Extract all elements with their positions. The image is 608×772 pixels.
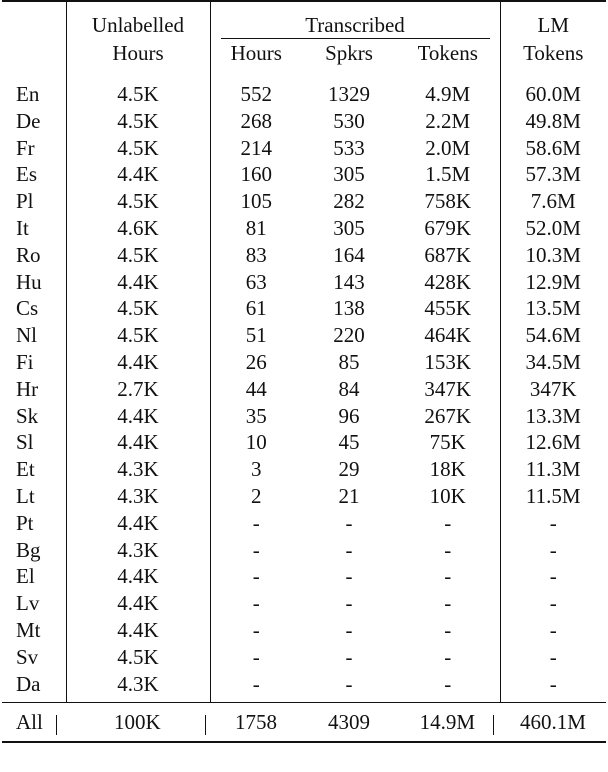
cell-unlabelled: 4.4K [66,161,210,188]
table-row [2,161,606,188]
cell-unlabelled: 4.4K [66,617,210,644]
cell-spkrs: - [345,591,353,616]
cell-tokens: - [396,671,500,703]
cell-lm: 60.0M [525,82,581,106]
cell-lang: Es [2,161,66,188]
total-tokens-cell [396,703,500,743]
cell-spkrs: 85 [338,349,360,374]
cell-tokens: 18K [396,456,500,483]
table-row [2,215,606,242]
cell-lm: 347K [529,376,577,401]
table-row [2,483,606,510]
cell-lm: - [549,644,557,669]
cell-lang: Pt [2,510,66,537]
cell-tokens: 10K [396,483,500,510]
table-row [2,537,606,564]
cell-lm: 11.5M [525,483,581,508]
table-total [2,703,606,743]
cell-lm: - [549,671,557,696]
total-lang-cell [2,703,66,743]
cell-hours: 83 [245,242,267,267]
cell-unlabelled: 2.7K [66,376,210,403]
cell-lang: Nl [2,322,66,349]
header-transcribed-hours: Hours [230,41,282,65]
cell-spkrs: - [345,617,353,642]
cell-lm: 13.3M [525,403,581,428]
cell-lang: El [2,563,66,590]
cell-lang: Hu [2,269,66,296]
cell-tokens: 758K [396,188,500,215]
cell-tokens: 153K [396,349,500,376]
cell-spkrs: 220 [333,323,365,348]
cell-unlabelled: 4.4K [66,349,210,376]
cell-unlabelled: 4.4K [66,510,210,537]
cell-lm: 12.6M [525,430,581,455]
cell-hours: - [252,617,260,642]
total-unlabelled-value: 100K [114,710,161,735]
table-header [2,1,606,71]
cell-hours: 44 [245,376,267,401]
cell-lang: Sl [2,429,66,456]
cell-hours: 81 [245,215,267,240]
cell-lang: De [2,108,66,135]
cell-lm: 49.8M [525,108,581,133]
cell-tokens: - [396,644,500,671]
cell-unlabelled: 4.4K [66,429,210,456]
cell-spkrs: - [345,671,353,696]
cell-lm: 52.0M [525,215,581,240]
cell-unlabelled: 4.5K [66,108,210,135]
table-row [2,376,606,403]
cell-tokens: 428K [396,269,500,296]
cell-spkrs: 29 [338,457,360,482]
cell-lang: Fi [2,349,66,376]
cell-lang: Ro [2,242,66,269]
cell-lang: It [2,215,66,242]
table-row [2,242,606,269]
cell-spkrs: 96 [338,403,360,428]
cell-lang: Hr [2,376,66,403]
cell-hours: 105 [240,189,272,214]
cell-tokens: - [396,617,500,644]
cell-tokens: 267K [396,403,500,430]
cell-tokens: 679K [396,215,500,242]
table-row [2,295,606,322]
cell-hours: 61 [245,296,267,321]
cell-hours: 63 [245,269,267,294]
header-transcribed-tokens: Tokens [396,39,500,71]
cell-spkrs: 45 [338,430,360,455]
cell-lm: 13.5M [525,296,581,321]
cell-hours: - [252,644,260,669]
cell-lm: 12.9M [525,269,581,294]
cell-lang: Fr [2,135,66,162]
cell-hours: 26 [245,349,267,374]
table-row [2,135,606,162]
cell-lang: Pl [2,188,66,215]
header-lm-tokens: Tokens [523,41,584,65]
cell-unlabelled: 4.4K [66,403,210,430]
cell-hours: 214 [240,135,272,160]
table-row [2,403,606,430]
cell-lang: Sk [2,403,66,430]
cell-lm: - [549,617,557,642]
cell-unlabelled: 4.3K [66,456,210,483]
cell-hours: 552 [240,82,272,106]
cell-unlabelled: 4.5K [66,71,210,108]
table-row [2,671,606,703]
column-divider [493,715,494,735]
header-empty-cell [2,1,66,39]
cell-spkrs: 533 [333,135,365,160]
cell-unlabelled: 4.5K [66,295,210,322]
cell-unlabelled: 4.4K [66,590,210,617]
cell-lang: Lv [2,590,66,617]
cell-tokens: 455K [396,295,500,322]
cell-unlabelled: 4.5K [66,135,210,162]
total-hours-cell: 1758 [210,703,302,743]
table-row [2,429,606,456]
cell-tokens: 1.5M [396,161,500,188]
cell-lm: 11.3M [525,457,581,482]
cell-spkrs: 84 [338,376,360,401]
cell-spkrs: - [345,537,353,562]
cell-hours: 268 [240,108,272,133]
cell-tokens: 75K [396,429,500,456]
cell-hours: 3 [251,457,262,482]
table-container [2,0,606,743]
cell-spkrs: 305 [333,162,365,187]
cell-hours: 51 [245,323,267,348]
total-row [2,703,606,743]
cell-lang: Sv [2,644,66,671]
table-row [2,108,606,135]
cell-unlabelled: 4.6K [66,215,210,242]
cell-tokens: - [396,510,500,537]
column-divider [205,715,206,735]
cell-unlabelled: 4.5K [66,242,210,269]
cell-unlabelled: 4.3K [66,483,210,510]
table-row [2,188,606,215]
cell-hours: - [252,510,260,535]
cell-hours: - [252,591,260,616]
table-row [2,322,606,349]
cell-spkrs: - [345,644,353,669]
cell-lm: - [549,510,557,535]
cell-lang: Mt [2,617,66,644]
cell-lm: - [549,591,557,616]
table-row [2,349,606,376]
cell-lang: Lt [2,483,66,510]
cell-lm: 58.6M [525,135,581,160]
header-group-row [2,1,606,39]
table-row [2,269,606,296]
cell-spkrs: 143 [333,269,365,294]
cell-unlabelled: 4.5K [66,188,210,215]
cell-lang: Et [2,456,66,483]
cell-tokens: 347K [396,376,500,403]
table-row [2,456,606,483]
cell-unlabelled: 4.5K [66,322,210,349]
cell-lang: Bg [2,537,66,564]
cell-spkrs: 530 [333,108,365,133]
cell-lm: 7.6M [530,189,576,214]
cell-unlabelled: 4.4K [66,563,210,590]
cell-spkrs: - [345,564,353,589]
total-unlabelled-cell [66,703,210,743]
cell-hours: - [252,671,260,696]
dataset-statistics-table [2,0,606,743]
cell-spkrs: 305 [333,215,365,240]
cell-tokens: - [396,563,500,590]
table-row [2,644,606,671]
header-lm-group: LM [500,1,606,39]
header-transcribed-spkrs: Spkrs [325,41,373,65]
cell-hours: 2 [251,483,262,508]
cell-hours: - [252,564,260,589]
table-body [2,71,606,703]
header-empty-cell [2,39,66,71]
cell-tokens: 687K [396,242,500,269]
cell-spkrs: 282 [333,189,365,214]
cell-lang: Da [2,671,66,703]
table-row [2,71,606,108]
cell-lm: - [549,537,557,562]
cell-hours: 10 [245,430,267,455]
cell-tokens: 2.2M [396,108,500,135]
table-row [2,563,606,590]
column-divider [56,715,57,735]
cell-hours: 160 [240,162,272,187]
cell-spkrs: 164 [333,242,365,267]
cell-hours: 35 [245,403,267,428]
cell-lm: 34.5M [525,349,581,374]
cell-lm: - [549,564,557,589]
cell-tokens: - [396,590,500,617]
cell-lang: Cs [2,295,66,322]
cell-tokens: 4.9M [396,71,500,108]
cell-spkrs: 1329 [328,82,370,106]
cell-tokens: - [396,537,500,564]
header-subcolumn-row [2,39,606,71]
header-transcribed-group: Transcribed [210,1,500,39]
total-spkrs-cell: 4309 [302,703,396,743]
cell-unlabelled: 4.3K [66,537,210,564]
header-unlabelled-hours: Hours [66,39,210,71]
cell-lm: 57.3M [525,162,581,187]
table-row [2,590,606,617]
cell-spkrs: 138 [333,296,365,321]
cell-lm: 54.6M [525,323,581,348]
cell-unlabelled: 4.5K [66,644,210,671]
cell-spkrs: - [345,510,353,535]
cell-lm: 10.3M [525,242,581,267]
table-row [2,617,606,644]
total-lang-label: All [16,710,43,735]
table-row [2,510,606,537]
cell-tokens: 464K [396,322,500,349]
cell-hours: - [252,537,260,562]
total-tokens-value: 14.9M [419,710,476,735]
total-lm-cell: 460.1M [500,703,606,743]
cell-spkrs: 21 [338,483,360,508]
cell-lang: En [2,71,66,108]
cell-unlabelled: 4.4K [66,269,210,296]
cell-unlabelled: 4.3K [66,671,210,703]
cell-tokens: 2.0M [396,135,500,162]
header-unlabelled-group: Unlabelled [66,1,210,39]
